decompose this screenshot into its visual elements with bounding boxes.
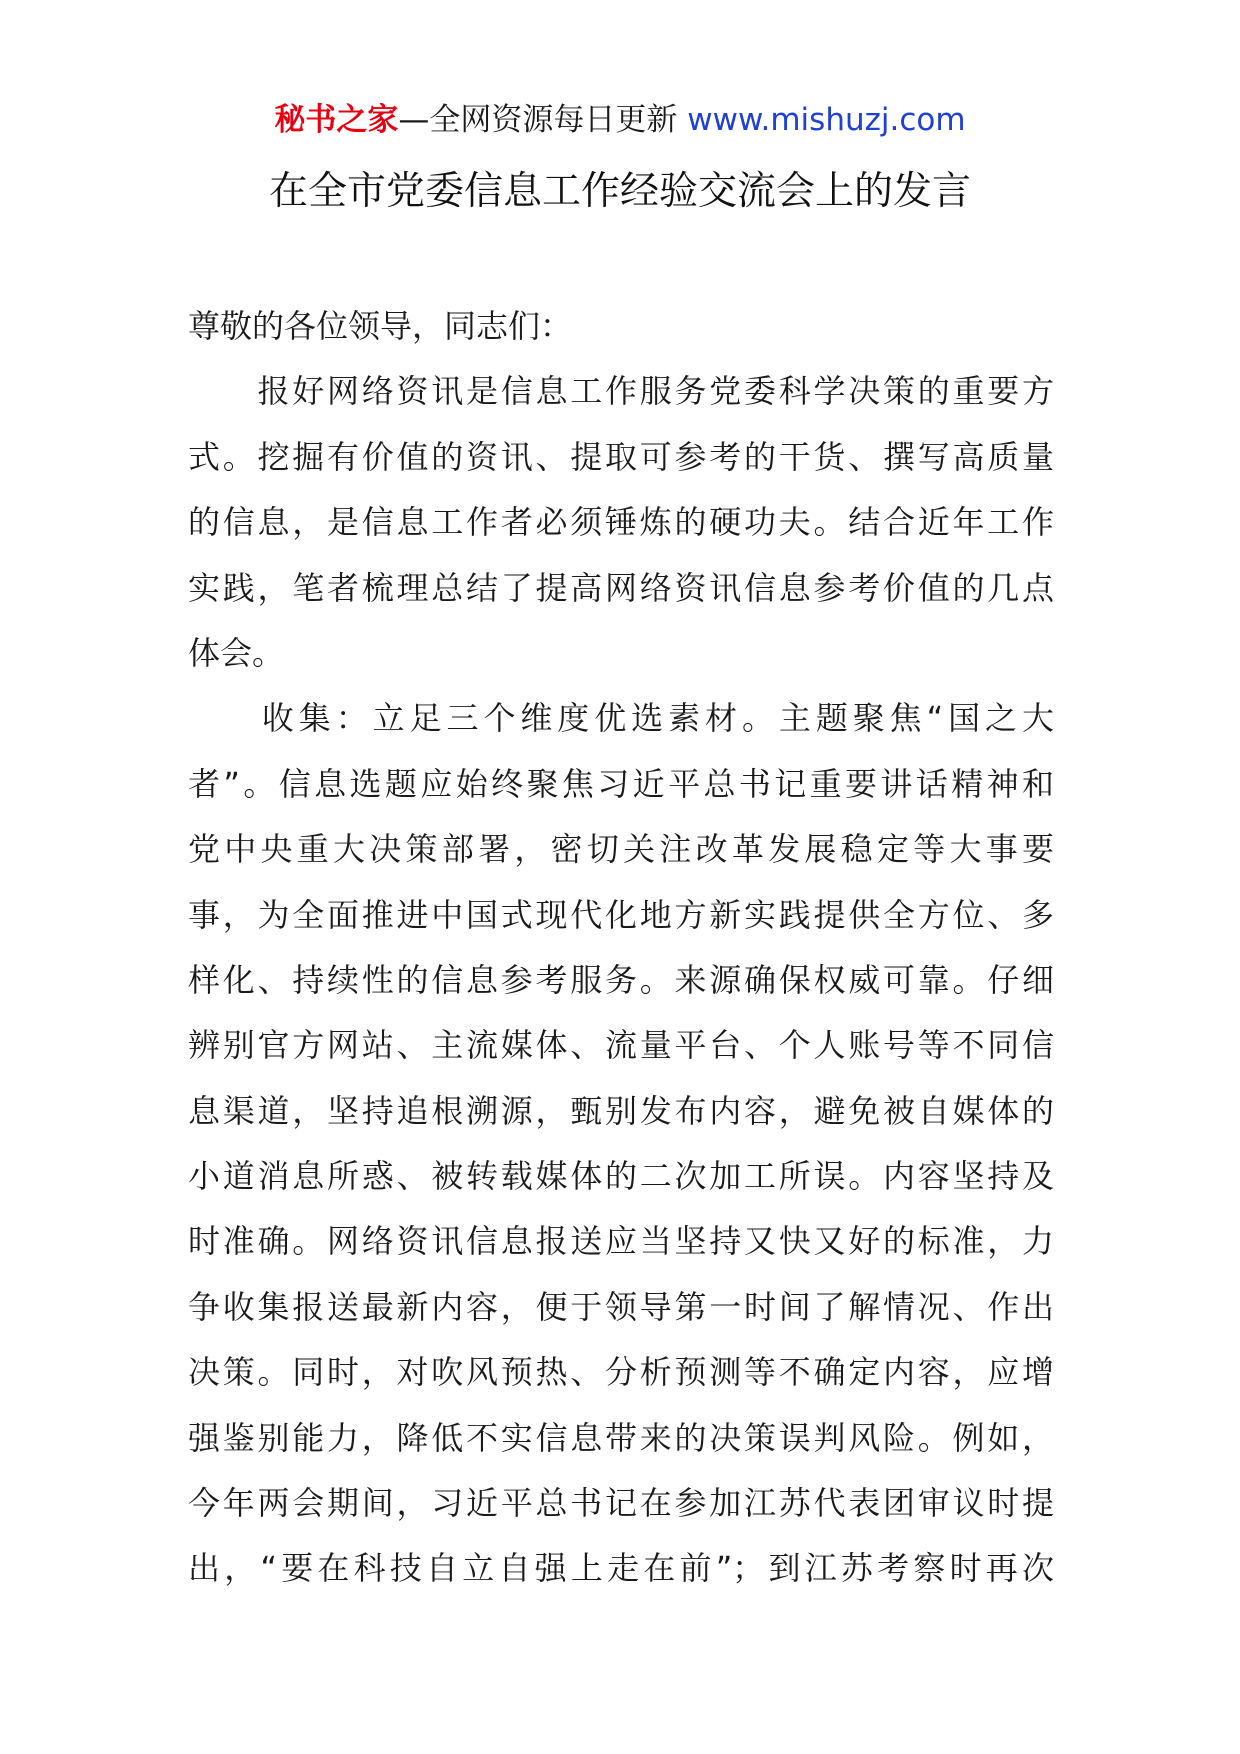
salutation-line: 尊敬的各位领导，同志们： — [188, 307, 573, 345]
text-line: 息渠道，坚持追根溯源，甄别发布内容，避免被自媒体的 — [188, 1091, 1054, 1130]
text-line: 者”。信息选题应始终聚焦习近平总书记重要讲话精神和 — [188, 764, 1054, 803]
text-line: 决策。同时，对吹风预热、分析预测等不确定内容，应增 — [188, 1353, 1054, 1392]
text-line: 体会。 — [188, 633, 285, 672]
text-line: 报好网络资讯是信息工作服务党委科学决策的重要方 — [188, 372, 1054, 411]
text-line: 今年两会期间，习近平总书记在参加江苏代表团审议时提 — [188, 1484, 1054, 1523]
document-body — [188, 294, 1054, 1602]
text-line: 党中央重大决策部署，密切关注改革发展稳定等大事要 — [188, 830, 1054, 869]
brand-name: 秘书之家 — [274, 102, 399, 138]
text-line: 争收集报送最新内容，便于领导第一时间了解情况、作出 — [188, 1287, 1054, 1326]
text-line: 实践，笔者梳理总结了提高网络资讯信息参考价值的几点 — [188, 568, 1054, 607]
text-line: 样化、持续性的信息参考服务。来源确保权威可靠。仔细 — [188, 960, 1054, 999]
text-line: 小道消息所惑、被转载媒体的二次加工所误。内容坚持及 — [188, 1157, 1054, 1196]
site-header — [0, 100, 1240, 140]
text-line: 时准确。网络资讯信息报送应当坚持又快又好的标准，力 — [188, 1222, 1054, 1261]
text-line: 辨别官方网站、主流媒体、流量平台、个人账号等不同信 — [188, 1026, 1054, 1065]
document-title: 在全市党委信息工作经验交流会上的发言 — [268, 169, 971, 214]
text-line: 强鉴别能力，降低不实信息带来的决策误判风险。例如， — [188, 1418, 1054, 1457]
text-line: 的信息，是信息工作者必须锤炼的硬功夫。结合近年工作 — [188, 503, 1054, 542]
text-line: 式。挖掘有价值的资讯、提取可参考的干货、撰写高质量 — [188, 437, 1054, 476]
text-line: 收集：立足三个维度优选素材。主题聚焦“国之大 — [188, 699, 1054, 738]
text-line: 出，“要在科技自立自强上走在前”；到江苏考察时再次 — [188, 1549, 1054, 1588]
header-tagline: —全网资源每日更新 — [398, 102, 678, 138]
text-line: 事，为全面推进中国式现代化地方新实践提供全方位、多 — [188, 895, 1054, 934]
site-url[interactable]: www.mishuzj.com — [687, 102, 966, 138]
